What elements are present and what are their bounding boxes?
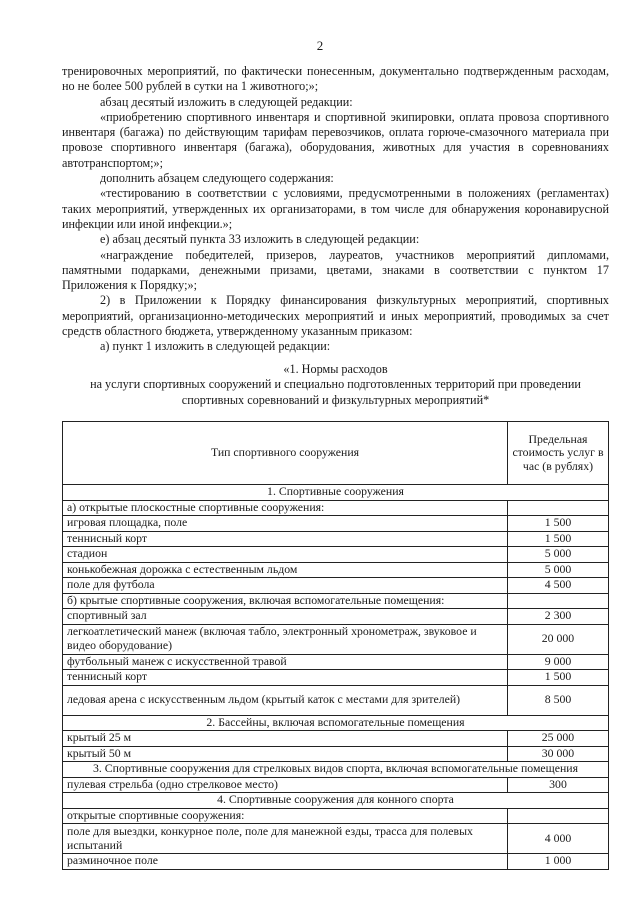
price-value: 300 <box>508 777 609 793</box>
price-value: 1 500 <box>508 531 609 547</box>
paragraph: «награждение победителей, призеров, лауреатов, участников мероприятий дипломами, памятными подарками, денежными призами, цветами, знаками в соответствии с пунктом 17 Приложения к Порядку;»; <box>62 247 609 293</box>
facility-name: крытый 50 м <box>63 746 508 762</box>
facility-name: ледовая арена с искусственным льдом (крытый каток с местами для зрителей) <box>63 685 508 715</box>
facility-name: легкоатлетический манеж (включая табло, электронный хронометраж, звуковое и видео оборудование) <box>63 624 508 654</box>
table-row <box>63 624 609 654</box>
price-value: 9 000 <box>508 654 609 670</box>
facility-name: поле для выездки, конкурное поле, поле для манежной езды, трасса для полевых испытаний <box>63 824 508 854</box>
section-row <box>63 485 609 501</box>
paragraph: тренировочных мероприятий, по фактически понесенным, документально подтвержденным расходам, но не более 500 рублей в сутки на 1 животного;»; <box>62 64 609 94</box>
price-value: 4 500 <box>508 578 609 594</box>
paragraph: дополнить абзацем следующего содержания: <box>100 171 334 186</box>
table-row <box>63 609 609 625</box>
table-row <box>63 777 609 793</box>
section-row <box>63 762 609 778</box>
section-heading: 3. Спортивные сооружения для стрелковых видов спорта, включая вспомогательные помещения <box>63 762 609 778</box>
price-value: 25 000 <box>508 731 609 747</box>
price-value: 2 300 <box>508 609 609 625</box>
paragraph: абзац десятый изложить в следующей редакции: <box>100 94 353 109</box>
page-number: 2 <box>316 38 324 53</box>
facility-name: стадион <box>63 547 508 563</box>
body-text <box>62 64 609 355</box>
facility-name: конькобежная дорожка с естественным льдом <box>63 562 508 578</box>
facility-name: открытые спортивные сооружения: <box>63 808 508 824</box>
facility-name: спортивный зал <box>63 609 508 625</box>
paragraph: «приобретению спортивного инвентаря и спортивной экипировки, оплата провоза спортивного инвентаря (багажа) по действующим тарифам перевозчиков, оплата горюче-смазочного материала при провозе спортивного инвентаря (багажа), оборудования, животных для участия в соревнованиях автотранспортом;»; <box>62 109 609 170</box>
price-value: 4 000 <box>508 824 609 854</box>
title-line: «1. Нормы расходов <box>283 362 388 376</box>
table-row <box>63 516 609 532</box>
facility-name: пулевая стрельба (одно стрелковое место) <box>63 777 508 793</box>
facility-name: теннисный корт <box>63 670 508 686</box>
table-row <box>63 593 609 609</box>
facility-name: теннисный корт <box>63 531 508 547</box>
header-type: Тип спортивного сооружения <box>63 422 508 485</box>
section-heading: 2. Бассейны, включая вспомогательные помещения <box>63 715 609 731</box>
title-line: на услуги спортивных сооружений и специально подготовленных территорий при проведении <box>90 377 581 392</box>
table-row <box>63 562 609 578</box>
price-value: 5 000 <box>508 562 609 578</box>
price-value <box>508 593 609 609</box>
table-row <box>63 685 609 715</box>
facility-name: крытый 25 м <box>63 731 508 747</box>
table-row <box>63 824 609 854</box>
table-row <box>63 854 609 870</box>
table-row <box>63 547 609 563</box>
table-row <box>63 670 609 686</box>
table-row <box>63 654 609 670</box>
price-value: 5 000 <box>508 547 609 563</box>
table-row <box>63 500 609 516</box>
facility-name: разминочное поле <box>63 854 508 870</box>
paragraph: «тестированию в соответствии с условиями, предусмотренными в положениях (регламентах) таких мероприятий, утвержденных их организаторами, в том числе для обнаружения коронавирусной инфекции или иной инфекции.»; <box>62 186 609 231</box>
table-title <box>62 362 609 408</box>
table-row <box>63 531 609 547</box>
facility-name: футбольный манеж с искусственной травой <box>63 654 508 670</box>
price-value: 1 500 <box>508 670 609 686</box>
paragraph: 2) в Приложении к Порядку финансирования физкультурных мероприятий, спортивных мероприятий, организационно-методических мероприятий и иных мероприятий, проводимых за счет средств областного бюджета, утвержденному указанным приказом: <box>62 293 609 339</box>
section-heading: 4. Спортивные сооружения для конного спорта <box>63 793 609 809</box>
table-row <box>63 808 609 824</box>
price-value: 1 500 <box>508 516 609 532</box>
paragraph: а) пункт 1 изложить в следующей редакции: <box>100 339 331 354</box>
norms-table <box>62 421 609 870</box>
facility-name: а) открытые плоскостные спортивные сооружения: <box>63 500 508 516</box>
facility-name: игровая площадка, поле <box>63 516 508 532</box>
section-heading: 1. Спортивные сооружения <box>63 485 609 501</box>
table-header-row <box>63 422 609 485</box>
facility-name: поле для футбола <box>63 578 508 594</box>
price-value <box>508 808 609 824</box>
table-row <box>63 731 609 747</box>
price-value: 8 500 <box>508 685 609 715</box>
facility-name: б) крытые спортивные сооружения, включая вспомогательные помещения: <box>63 593 508 609</box>
title-line: спортивных соревнований и физкультурных мероприятий* <box>181 392 490 407</box>
price-value <box>508 500 609 516</box>
table-row <box>63 746 609 762</box>
price-value: 30 000 <box>508 746 609 762</box>
section-row <box>63 715 609 731</box>
price-value: 20 000 <box>508 624 609 654</box>
section-row <box>63 793 609 809</box>
header-price: Предельная стоимость услуг в час (в рублях) <box>508 422 609 485</box>
table-row <box>63 578 609 594</box>
paragraph: е) абзац десятый пункта 33 изложить в следующей редакции: <box>100 232 420 247</box>
price-value: 1 000 <box>508 854 609 870</box>
